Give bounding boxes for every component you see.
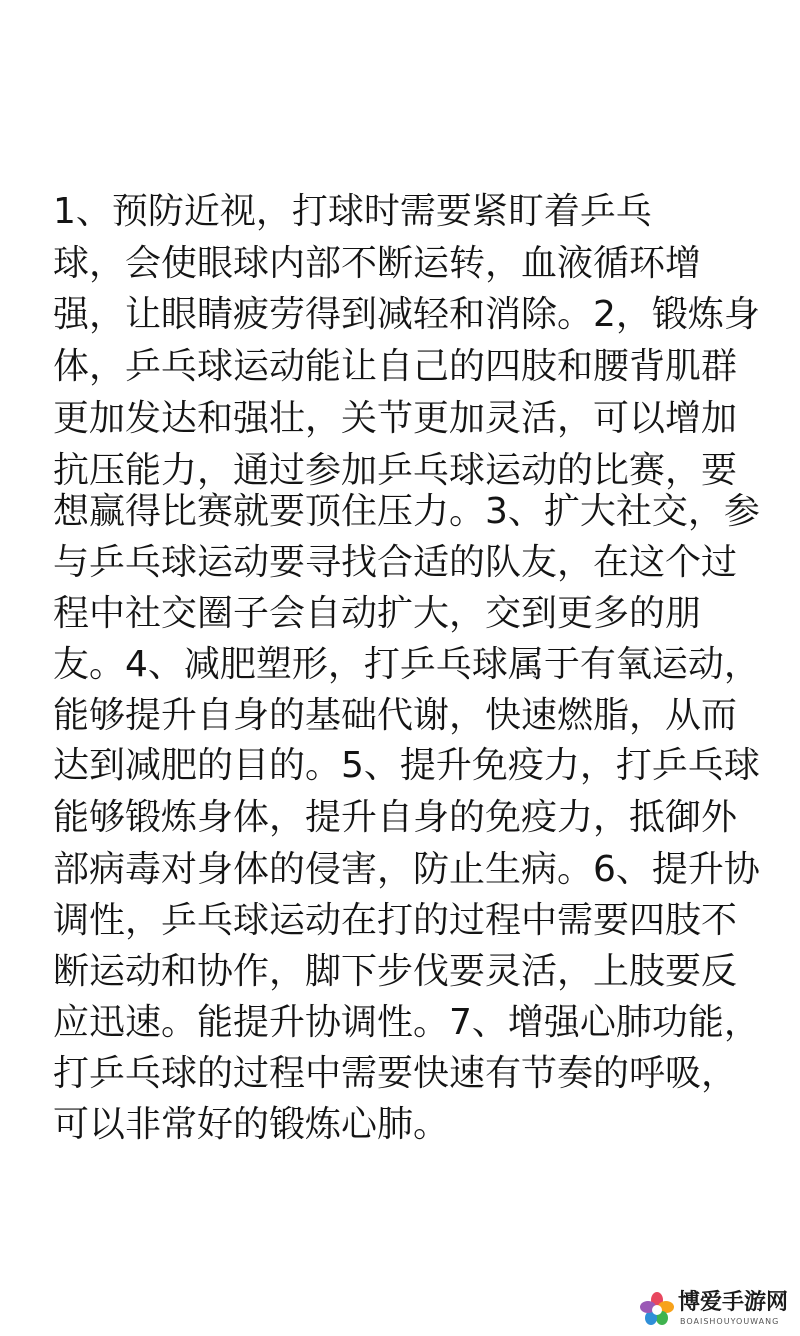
- watermark-title: 博爱手游网: [678, 1290, 789, 1315]
- article-line-5: 更加发达和强壮，关节更加灵活，可以增加: [53, 398, 738, 439]
- article-line-3: 强，让眼睛疲劳得到减轻和消除。2，锻炼身: [53, 294, 760, 335]
- article-line-7: 想赢得比赛就要顶住压力。3、扩大社交，参: [53, 491, 760, 532]
- flower-logo-icon: [640, 1292, 674, 1326]
- article-line-1: 1、预防近视，打球时需要紧盯着乒乓: [53, 191, 652, 232]
- article-line-14: 部病毒对身体的侵害，防止生病。6、提升协: [53, 849, 760, 890]
- article-line-13: 能够锻炼身体，提升自身的免疫力，抵御外: [53, 797, 738, 838]
- article-line-6: 抗压能力，通过参加乒乓球运动的比赛，要: [53, 450, 738, 491]
- article-line-18: 打乒乓球的过程中需要快速有节奏的呼吸，: [53, 1053, 738, 1094]
- article-line-19: 可以非常好的锻炼心肺。: [53, 1104, 450, 1145]
- article-line-9: 程中社交圈子会自动扩大，交到更多的朋: [53, 593, 702, 634]
- watermark-subtitle: BOAISHOUYOUWANG: [680, 1317, 780, 1326]
- article-line-16: 断运动和协作，脚下步伐要灵活，上肢要反: [53, 951, 738, 992]
- article-line-4: 体，乒乓球运动能让自己的四肢和腰背肌群: [53, 346, 738, 387]
- article-line-8: 与乒乓球运动要寻找合适的队友，在这个过: [53, 542, 738, 583]
- article-line-10: 友。4、减肥塑形，打乒乓球属于有氧运动，: [53, 644, 760, 685]
- article-line-15: 调性，乒乓球运动在打的过程中需要四肢不: [53, 900, 738, 941]
- article-line-2: 球，会使眼球内部不断运转，血液循环增: [53, 243, 702, 284]
- article-line-12: 达到减肥的目的。5、提升免疫力，打乒乓球: [53, 745, 760, 786]
- article-line-17: 应迅速。能提升协调性。7、增强心肺功能，: [53, 1002, 760, 1043]
- watermark: [640, 1290, 798, 1334]
- article-line-11: 能够提升自身的基础代谢，快速燃脂，从而: [53, 695, 738, 736]
